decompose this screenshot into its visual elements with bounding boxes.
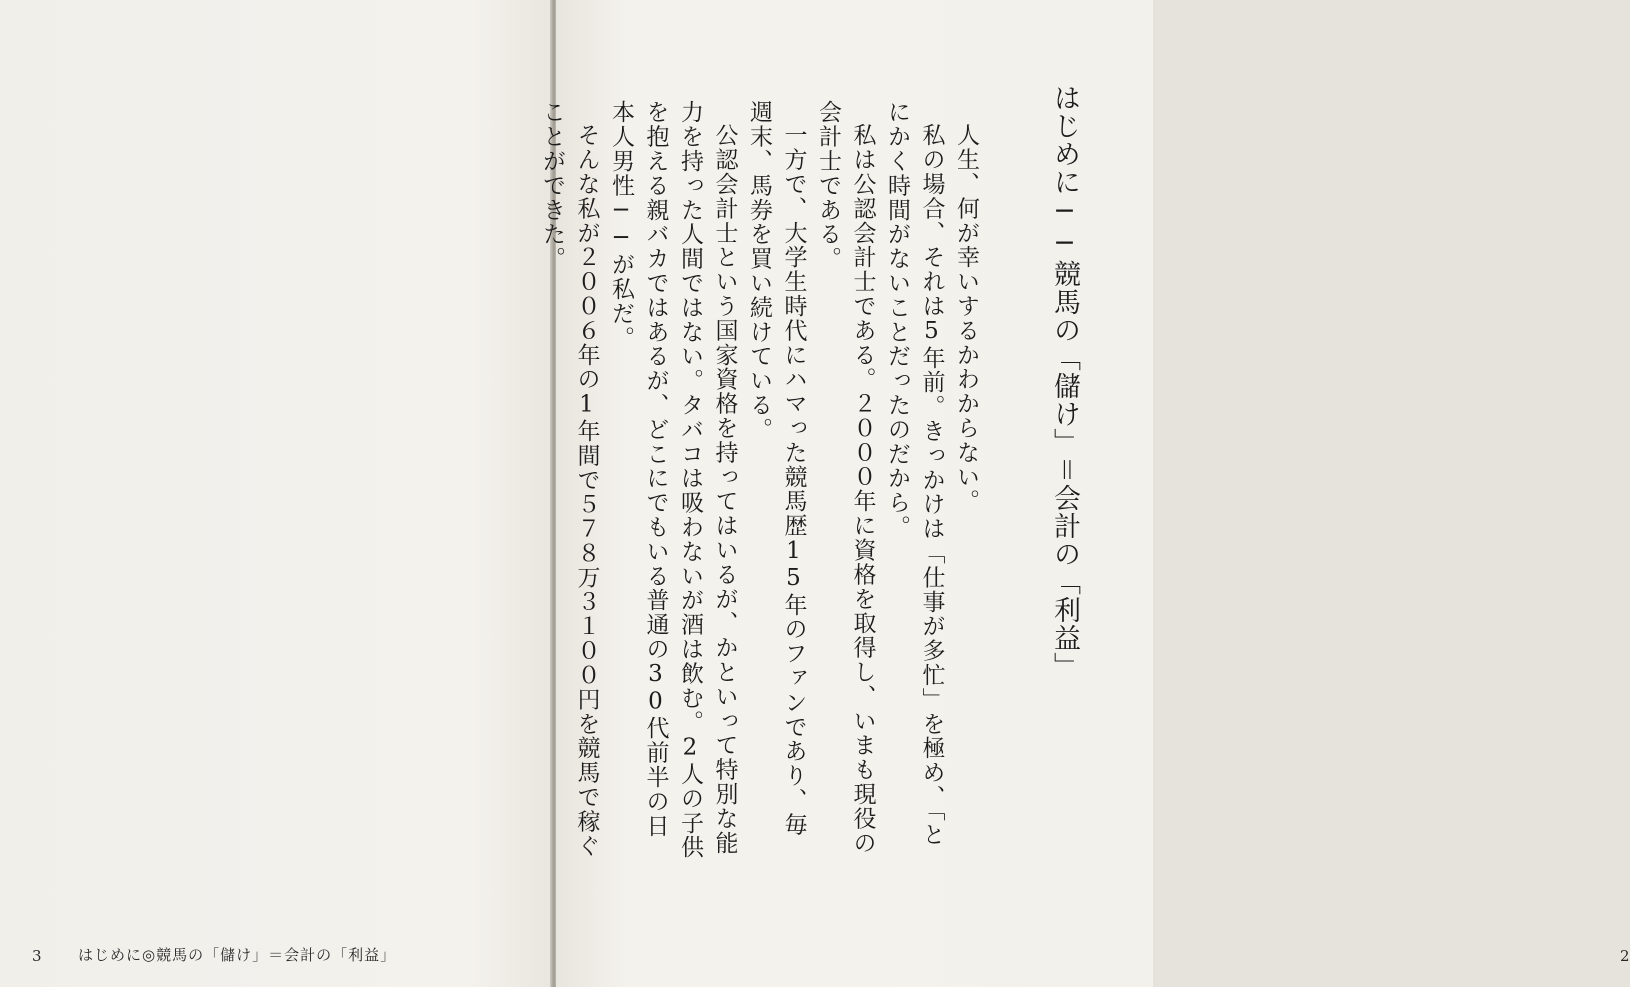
paragraph: 公認会計士という国家資格を持ってはいるが、かといって特別な能力を持った人間ではない。タバコは吸わないが酒は飲む。2人の子供を抱える親バカではあるが、どこにでもいる普通の30代前半の日本人男性──が私だ。 [608, 100, 738, 860]
page-number-left: 3 [32, 947, 42, 965]
left-page [0, 0, 552, 987]
page-number-right: 2 [1620, 947, 1630, 965]
paragraph: そんな私が２００６年の1年間で５７８万３１００円を競馬で稼ぐことができた。 [539, 100, 600, 858]
paragraph: 私は公認会計士である。２０００年に資格を取得し、いまも現役の会計士である。 [815, 100, 876, 855]
paragraph: 一方で、大学生時代にハマった競馬歴15年のファンであり、毎週末、馬券を買い続けている。 [746, 100, 807, 837]
paragraph: 人生、何が幸いするかわからない。 [953, 123, 979, 514]
chapter-title: はじめに──競馬の「儲け」＝会計の「利益」 [1049, 84, 1080, 680]
running-head: はじめに◎競馬の「儲け」＝会計の「利益」 [78, 946, 397, 964]
right-page-body [535, 100, 984, 860]
paragraph: 私の場合、それは5年前。きっかけは「仕事が多忙」を極め、「とにかく時間がないことだったのだから。 [884, 100, 945, 847]
